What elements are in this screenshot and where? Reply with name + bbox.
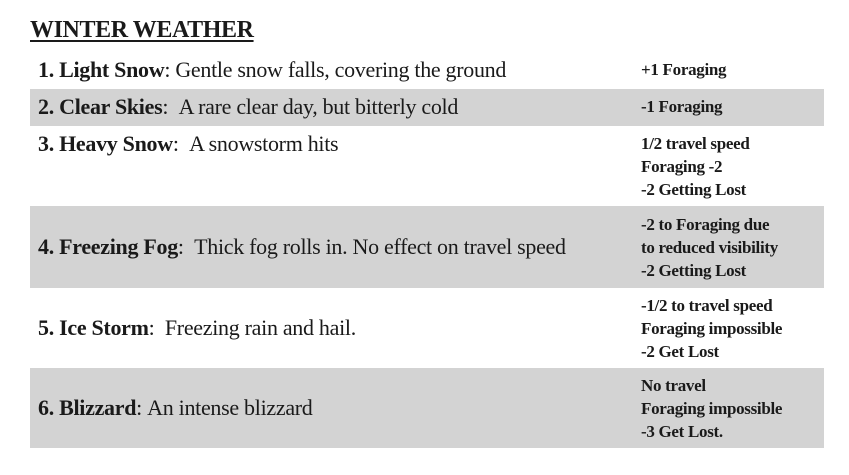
row-separator: : (136, 395, 148, 420)
row-description: A rare clear day, but bitterly cold (178, 94, 459, 119)
row-effects-cell (634, 126, 824, 206)
row-effect: -3 Get Lost. (641, 421, 723, 441)
row-number: 5. (38, 315, 54, 340)
row-effects-cell (634, 52, 824, 89)
row-separator: : (164, 57, 176, 82)
table-row-ice-storm (30, 288, 824, 368)
row-number: 4. (38, 234, 54, 259)
row-effects-cell (634, 368, 824, 448)
row-effect: Foraging -2 (641, 157, 723, 176)
row-separator: : (162, 94, 179, 119)
row-effect: Foraging impossible (641, 318, 783, 338)
row-number: 6. (38, 395, 54, 420)
row-name: Light Snow (59, 57, 165, 82)
row-effect: No travel (641, 375, 706, 395)
row-separator: : (148, 315, 165, 340)
weather-page (30, 14, 824, 448)
row-effect: -2 Get Lost (641, 341, 719, 361)
table-row-clear-skies (30, 89, 824, 126)
row-effects-cell (634, 89, 824, 126)
row-description: Freezing rain and hail. (164, 315, 356, 340)
table-row-blizzard (30, 368, 824, 448)
row-separator: : (172, 131, 190, 156)
row-effect: Foraging impossible (641, 398, 783, 418)
row-effect: +1 Foraging (641, 60, 727, 79)
row-name: Blizzard (59, 395, 137, 420)
row-number: 2. (38, 94, 54, 119)
row-effect: -1/2 to travel speed (641, 295, 773, 315)
row-effect: -1 Foraging (641, 97, 723, 116)
table-row-heavy-snow (30, 126, 824, 206)
row-description-cell (30, 126, 634, 206)
row-description-cell (30, 368, 634, 448)
row-name: Heavy Snow (59, 131, 173, 156)
table-row-freezing-fog (30, 206, 824, 288)
row-description-cell (30, 206, 634, 288)
row-number: 1. (38, 57, 54, 82)
row-effect: -2 Getting Lost (641, 260, 747, 280)
weather-table (30, 52, 824, 448)
table-row-light-snow (30, 52, 824, 89)
row-effect: -2 to Foraging due (641, 214, 770, 234)
row-effect: to reduced visibility (641, 237, 778, 257)
row-number: 3. (38, 131, 54, 156)
row-separator: : (177, 234, 195, 259)
row-effect: 1/2 travel speed (641, 134, 750, 153)
row-name: Freezing Fog (59, 234, 178, 259)
page-title: WINTER WEATHER (30, 17, 254, 43)
row-description: A snowstorm hits (189, 131, 339, 156)
row-name: Ice Storm (59, 315, 149, 340)
row-description: Thick fog rolls in. No effect on travel speed (194, 234, 566, 259)
row-effects-cell (634, 206, 824, 288)
row-name: Clear Skies (59, 94, 163, 119)
row-description-cell (30, 89, 634, 126)
row-description-cell (30, 52, 634, 89)
row-description: Gentle snow falls, covering the ground (175, 57, 507, 82)
row-description-cell (30, 288, 634, 368)
row-effects-cell (634, 288, 824, 368)
row-description: An intense blizzard (147, 395, 313, 420)
row-effect: -2 Getting Lost (641, 180, 747, 199)
